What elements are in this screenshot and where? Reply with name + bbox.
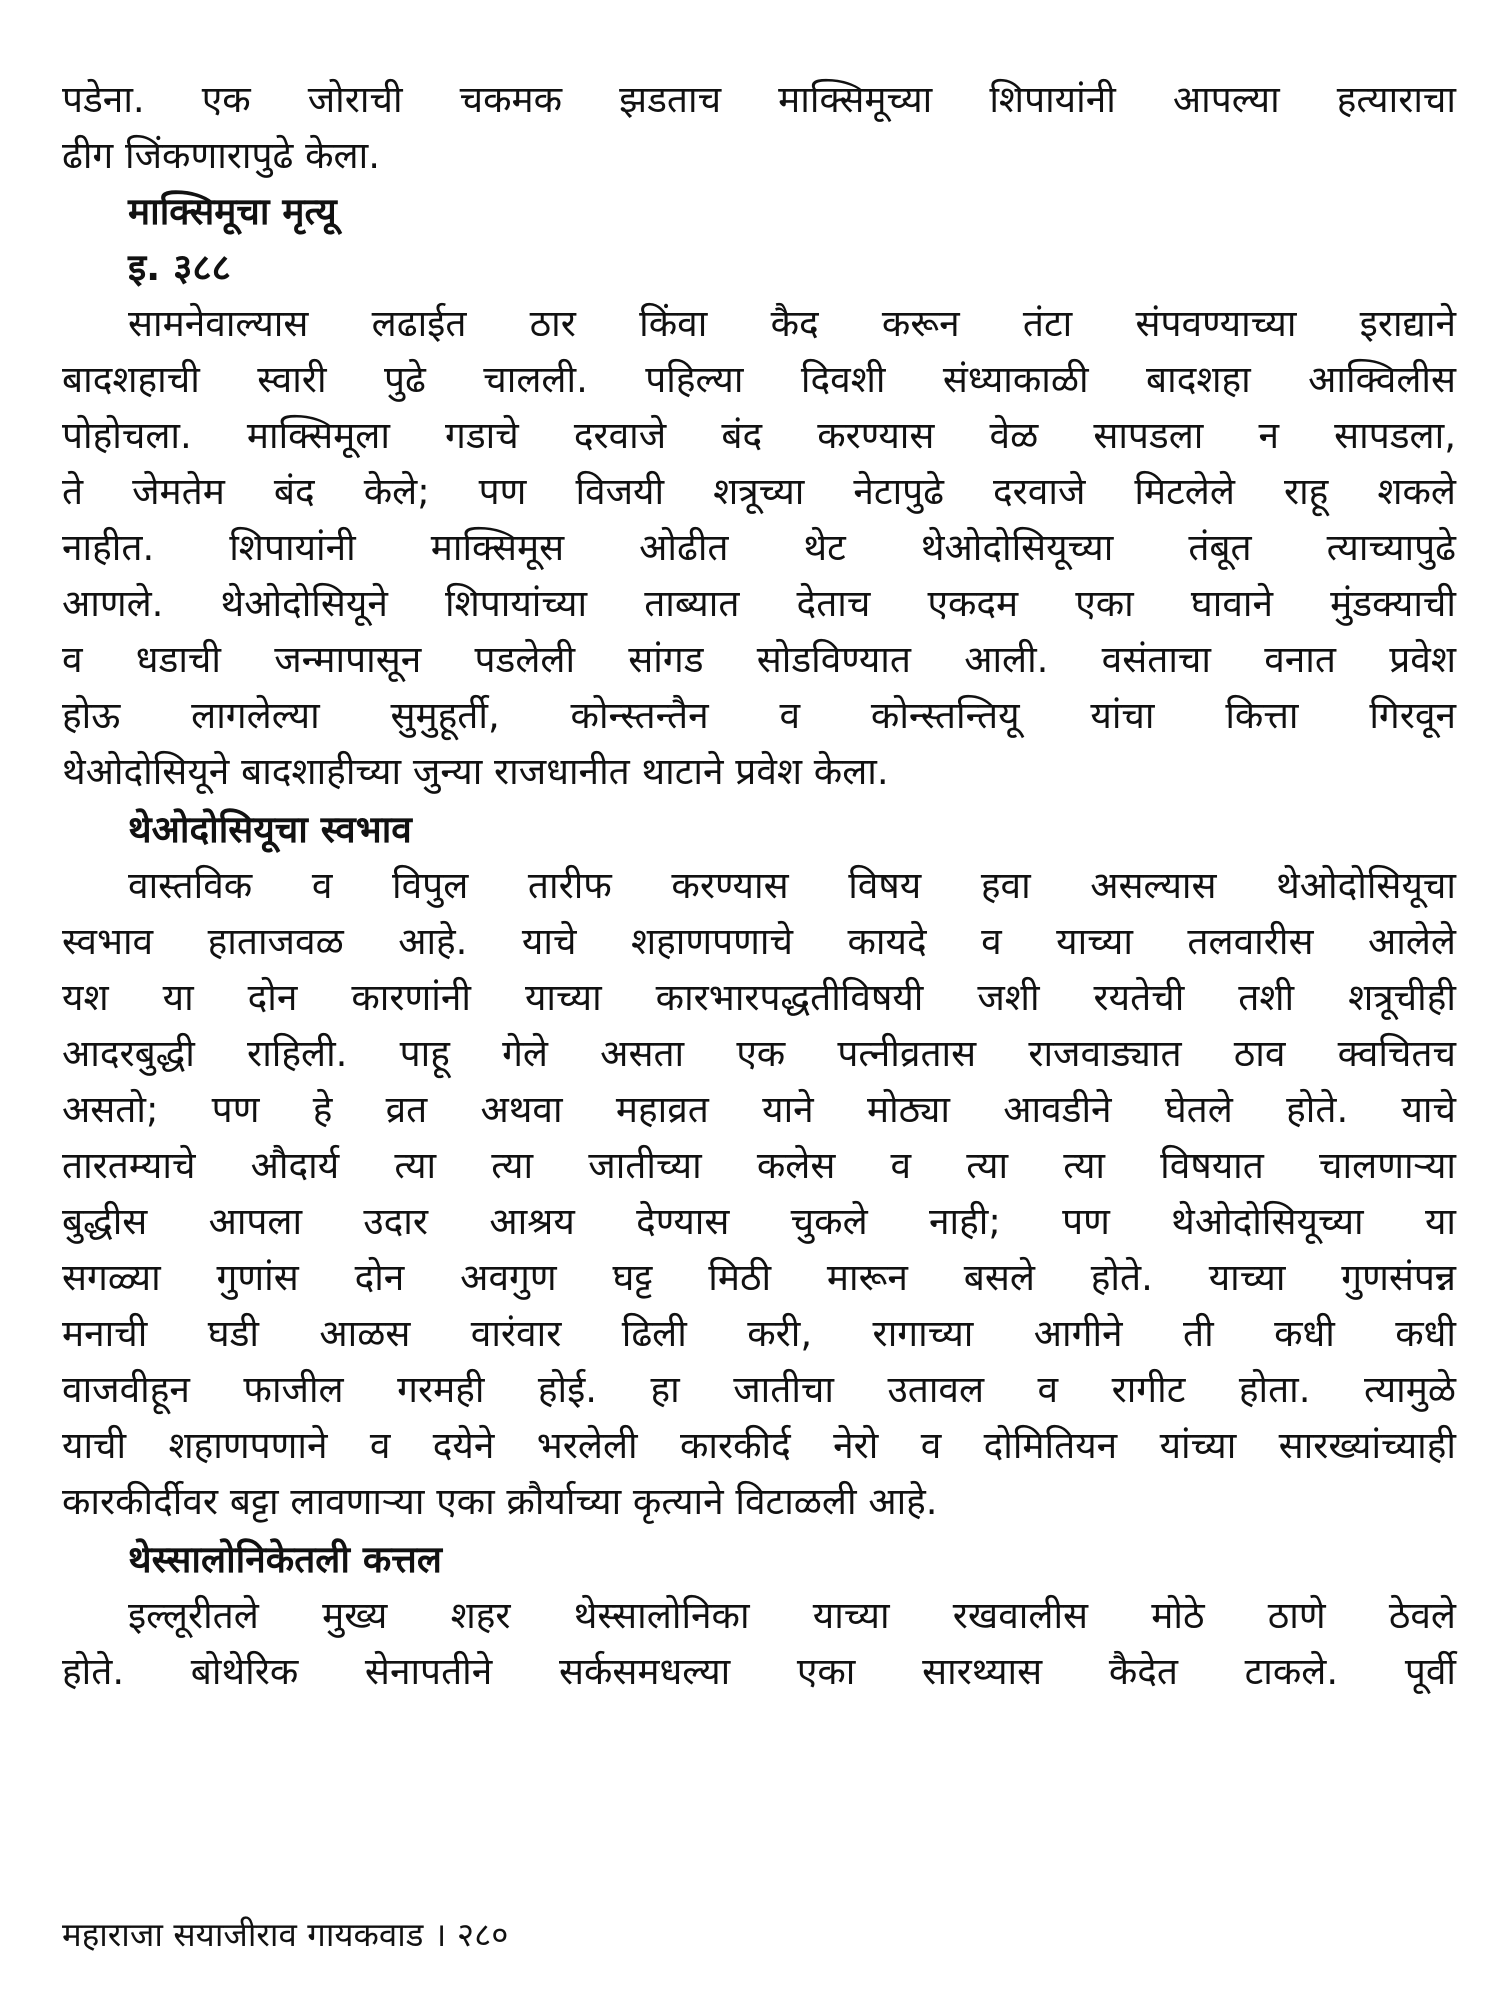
text-line: कारकीर्दीवर बट्टा लावणाऱ्या एका क्रौर्याच्या कृत्याने विटाळली आहे. xyxy=(62,1480,938,1523)
section-heading-maximus-death: माक्सिमूचा मृत्यू xyxy=(128,190,337,233)
text-line: थेओदोसियूने बादशाहीच्या जुन्या राजधानीत थाटाने प्रवेश केला. xyxy=(62,750,889,793)
section-heading-thessalonica-massacre: थेस्सालोनिकेतली कत्तल xyxy=(128,1538,442,1581)
text-line: याची शहाणपणाने व दयेने भरलेली कारकीर्द नेरो व दोमितियन यांच्या सारख्यांच्याही xyxy=(62,1424,1456,1467)
section-date: इ. ३८८ xyxy=(128,246,231,289)
text-line: मनाची घडी आळस वारंवार ढिली करी, रागाच्या आगीने ती कधी कधी xyxy=(62,1312,1456,1355)
text-line: पडेना. एक जोराची चकमक झडताच माक्सिमूच्या शिपायांनी आपल्या हत्याराचा xyxy=(62,78,1456,121)
text-line: इल्लूरीतले मुख्य शहर थेस्सालोनिका याच्या रखवालीस मोठे ठाणे ठेवले xyxy=(128,1594,1456,1637)
text-line: व धडाची जन्मापासून पडलेली सांगड सोडविण्यात आली. वसंताचा वनात प्रवेश xyxy=(62,638,1456,681)
text-line: वाजवीहून फाजील गरमही होई. हा जातीचा उतावल व रागीट होता. त्यामुळे xyxy=(62,1368,1456,1411)
text-line: पोहोचला. माक्सिमूला गडाचे दरवाजे बंद करण्यास वेळ सापडला न सापडला, xyxy=(62,414,1456,457)
text-line: स्वभाव हाताजवळ आहे. याचे शहाणपणाचे कायदे व याच्या तलवारीस आलेले xyxy=(62,920,1456,963)
text-line: बुद्धीस आपला उदार आश्रय देण्यास चुकले नाही; पण थेओदोसियूच्या या xyxy=(62,1200,1456,1243)
text-line: ते जेमतेम बंद केले; पण विजयी शत्रूच्या नेटापुढे दरवाजे मिटलेले राहू शकले xyxy=(62,470,1456,513)
text-line: तारतम्याचे औदार्य त्या त्या जातीच्या कलेस व त्या त्या विषयात चालणाऱ्या xyxy=(62,1144,1456,1187)
text-line: बादशहाची स्वारी पुढे चालली. पहिल्या दिवशी संध्याकाळी बादशहा आक्विलीस xyxy=(62,358,1456,401)
text-line: नाहीत. शिपायांनी माक्सिमूस ओढीत थेट थेओदोसियूच्या तंबूत त्याच्यापुढे xyxy=(62,526,1456,569)
text-line: सगळ्या गुणांस दोन अवगुण घट्ट मिठी मारून बसले होते. याच्या गुणसंपन्न xyxy=(62,1256,1456,1299)
text-line: वास्तविक व विपुल तारीफ करण्यास विषय हवा असल्यास थेओदोसियूचा xyxy=(128,864,1456,907)
text-line: होते. बोथेरिक सेनापतीने सर्कसमधल्या एका सारथ्यास कैदेत टाकले. पूर्वी xyxy=(62,1650,1456,1693)
text-line: सामनेवाल्यास लढाईत ठार किंवा कैद करून तंटा संपवण्याच्या इराद्याने xyxy=(128,302,1456,345)
page-footer: महाराजा सयाजीराव गायकवाड । २८० xyxy=(62,1915,509,1954)
text-line: होऊ लागलेल्या सुमुहूर्ती, कोन्स्तन्तैन व कोन्स्तन्तियू यांचा कित्ता गिरवून xyxy=(62,694,1456,737)
text-line: आदरबुद्धी राहिली. पाहू गेले असता एक पत्नीव्रतास राजवाड्यात ठाव क्वचितच xyxy=(62,1032,1456,1075)
text-line: असतो; पण हे व्रत अथवा महाव्रत याने मोठ्या आवडीने घेतले होते. याचे xyxy=(62,1088,1456,1131)
text-line: ढीग जिंकणारापुढे केला. xyxy=(62,134,380,177)
text-line: आणले. थेओदोसियूने शिपायांच्या ताब्यात देताच एकदम एका घावाने मुंडक्याची xyxy=(62,582,1456,625)
text-line: यश या दोन कारणांनी याच्या कारभारपद्धतीविषयी जशी रयतेची तशी शत्रूचीही xyxy=(62,976,1456,1019)
section-heading-theodosius-nature: थेओदोसियूचा स्वभाव xyxy=(128,808,412,851)
